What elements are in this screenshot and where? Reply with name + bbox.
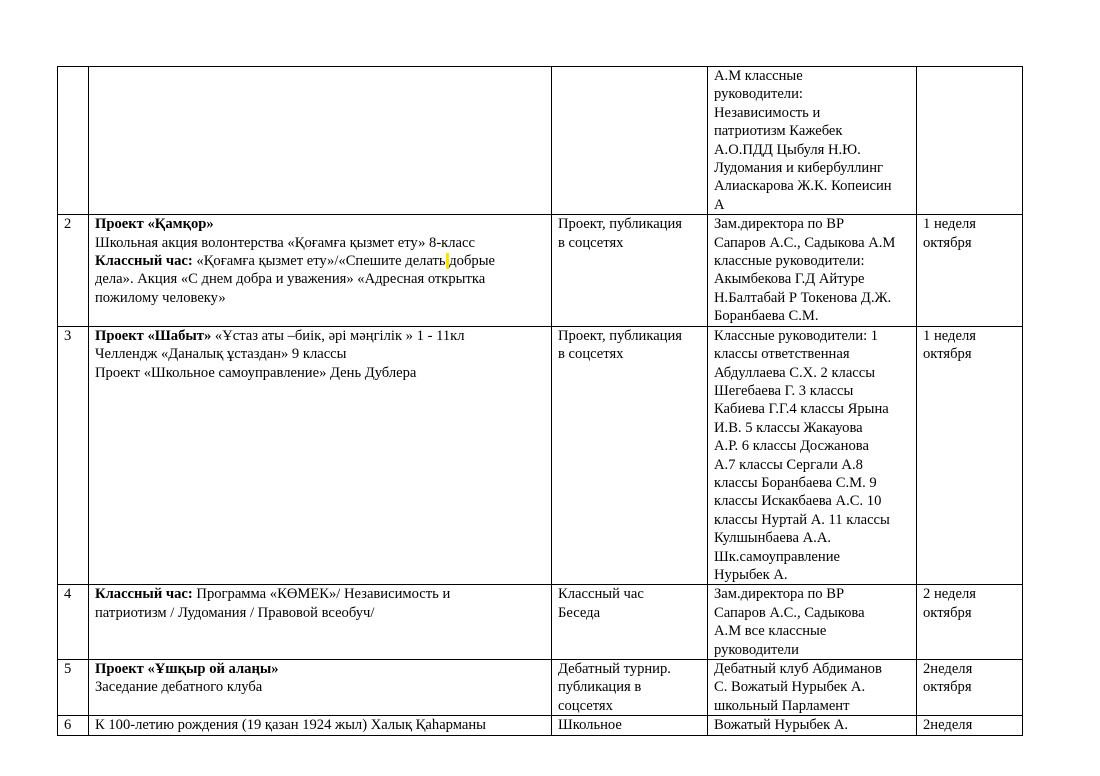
responsible-line: Шк.самоуправление	[714, 548, 841, 565]
date-line: октября	[923, 679, 972, 696]
responsible-cell	[708, 585, 917, 660]
responsible-line: Кулшынбаева А.А.	[714, 530, 832, 547]
form-line: Проект, публикация	[558, 216, 683, 233]
event-cell	[89, 326, 552, 585]
responsible-line: А.7 классы Сергали А.8	[714, 456, 863, 473]
form-line: публикация в	[558, 679, 642, 696]
event-line: Проект «Школьное самоуправление» День Дублера	[95, 364, 417, 381]
row-number-cell	[58, 326, 89, 585]
date-cell	[917, 585, 1023, 660]
responsible-line: Лудомания и кибербуллинг	[714, 160, 884, 177]
form-cell	[552, 326, 708, 585]
event-label: Классный час:	[95, 253, 193, 270]
date-cell	[917, 215, 1023, 326]
event-title: Проект «Ұшқыр ой алаңы»	[95, 661, 279, 677]
table-row	[58, 67, 1023, 215]
event-line: дела». Акция «С днем добра и уважения» «Адресная открытка	[95, 271, 486, 288]
date-cell	[917, 716, 1023, 735]
event-line	[95, 252, 545, 270]
responsible-cell	[708, 326, 917, 585]
responsible-line: Н.Балтабай Р Токенова Д.Ж.	[714, 289, 892, 306]
date-line: 1 неделя	[923, 216, 976, 233]
responsible-line: А.М классные	[714, 68, 803, 84]
responsible-line: Классные руководители: 1	[714, 327, 879, 344]
form-line: в соцсетях	[558, 234, 624, 251]
form-line: Проект, публикация	[558, 327, 683, 344]
form-cell	[552, 716, 708, 735]
event-line	[95, 585, 545, 603]
event-line: патриотизм / Лудомания / Правовой всеобуч/	[95, 604, 375, 621]
event-text: «Қоғамға қызмет ету»/«Спешите делать	[192, 253, 446, 270]
responsible-line: А.Р. 6 классы Досжанова	[714, 438, 869, 455]
responsible-line: А.М все классные	[714, 623, 827, 640]
event-line: Заседание дебатного клуба	[95, 679, 263, 696]
responsible-cell	[708, 716, 917, 735]
responsible-line: А.О.ПДД Цыбуля Н.Ю.	[714, 141, 861, 158]
form-cell	[552, 660, 708, 716]
responsible-line: А	[714, 196, 725, 213]
row-number: 5	[64, 661, 72, 677]
form-line: Классный час	[558, 586, 644, 603]
responsible-line: классные руководители:	[714, 253, 865, 270]
responsible-line: руководители	[714, 641, 799, 658]
event-line	[95, 327, 545, 345]
responsible-line: Абдуллаева С.Х. 2 классы	[714, 364, 876, 381]
event-cell	[89, 215, 552, 326]
form-cell	[552, 585, 708, 660]
responsible-line: С. Вожатый Нурыбек А.	[714, 679, 866, 696]
form-line: Дебатный турнир.	[558, 661, 671, 677]
date-line: октября	[923, 234, 972, 251]
row-number: 2	[64, 216, 72, 233]
event-cell	[89, 67, 552, 215]
responsible-line: Нурыбек А.	[714, 566, 788, 583]
table-row	[58, 326, 1023, 585]
date-cell	[917, 326, 1023, 585]
responsible-line: Независимость и	[714, 104, 821, 121]
date-line: 2неделя	[923, 717, 973, 734]
responsible-line: Сапаров А.С., Садыкова А.М	[714, 234, 896, 251]
row-number-cell	[58, 67, 89, 215]
event-title: Проект «Қамқор»	[95, 216, 214, 233]
responsible-line: Вожатый Нурыбек А.	[714, 717, 849, 734]
responsible-line: И.В. 5 классы Жакауова	[714, 419, 863, 436]
responsible-line: классы ответственная	[714, 346, 850, 363]
event-line: пожилому человеку»	[95, 289, 226, 306]
responsible-line: Алиаскарова Ж.К. Копеисин	[714, 178, 892, 195]
event-text: Программа «КӨМЕК»/ Независимость и	[192, 586, 451, 603]
responsible-cell	[708, 67, 917, 215]
date-cell	[917, 660, 1023, 716]
event-cell	[89, 585, 552, 660]
responsible-line: Кабиева Г.Г.4 классы Ярына	[714, 401, 889, 418]
date-line: 2 неделя	[923, 586, 976, 603]
responsible-line: классы Нуртай А. 11 классы	[714, 511, 890, 528]
responsible-cell	[708, 660, 917, 716]
event-text: добрые	[449, 253, 495, 270]
responsible-line: Боранбаева С.М.	[714, 308, 819, 325]
responsible-line: руководители:	[714, 86, 803, 103]
event-cell	[89, 660, 552, 716]
responsible-line: Сапаров А.С., Садыкова	[714, 604, 865, 621]
row-number: 6	[64, 717, 72, 734]
table-row	[58, 660, 1023, 716]
form-line: Беседа	[558, 604, 601, 621]
form-cell	[552, 67, 708, 215]
event-line: Челлендж «Даналық ұстаздан» 9 классы	[95, 346, 347, 363]
responsible-line: классы Боранбаева С.М. 9	[714, 474, 877, 491]
row-number-cell	[58, 215, 89, 326]
event-title: Проект «Шабыт»	[95, 327, 212, 344]
responsible-line: Зам.директора по ВР	[714, 216, 845, 233]
date-cell	[917, 67, 1023, 215]
date-line: 2неделя	[923, 661, 973, 677]
event-plan-table	[57, 66, 1023, 736]
table-row	[58, 716, 1023, 735]
form-line: Школьное	[558, 717, 622, 734]
row-number: 4	[64, 586, 72, 603]
row-number-cell	[58, 585, 89, 660]
event-line: Школьная акция волонтерства «Қоғамға қызмет ету» 8-класс	[95, 234, 475, 251]
responsible-line: Шегебаева Г. 3 классы	[714, 382, 854, 399]
date-line: 1 неделя	[923, 327, 976, 344]
date-line: октября	[923, 346, 972, 363]
event-line: К 100-летию рождения (19 қазан 1924 жыл) Халық Қаһарманы	[95, 717, 486, 734]
form-line: соцсетях	[558, 697, 613, 714]
responsible-line: Акымбекова Г.Д Айтуре	[714, 271, 865, 288]
table-row	[58, 215, 1023, 326]
date-line: октября	[923, 604, 972, 621]
row-number-cell	[58, 660, 89, 716]
event-label: Классный час:	[95, 586, 193, 603]
form-line: в соцсетях	[558, 346, 624, 363]
responsible-line: Зам.директора по ВР	[714, 586, 845, 603]
responsible-cell	[708, 215, 917, 326]
table-row	[58, 585, 1023, 660]
row-number: 3	[64, 327, 72, 344]
event-text: «Ұстаз аты –биік, әрі мәңгілік » 1 - 11кл	[211, 327, 465, 344]
responsible-line: школьный Парламент	[714, 697, 850, 714]
event-cell	[89, 716, 552, 735]
responsible-line: классы Искакбаева А.С. 10	[714, 493, 882, 510]
form-cell	[552, 215, 708, 326]
row-number-cell	[58, 716, 89, 735]
responsible-line: патриотизм Кажебек	[714, 123, 843, 140]
responsible-line: Дебатный клуб Абдиманов	[714, 661, 882, 677]
